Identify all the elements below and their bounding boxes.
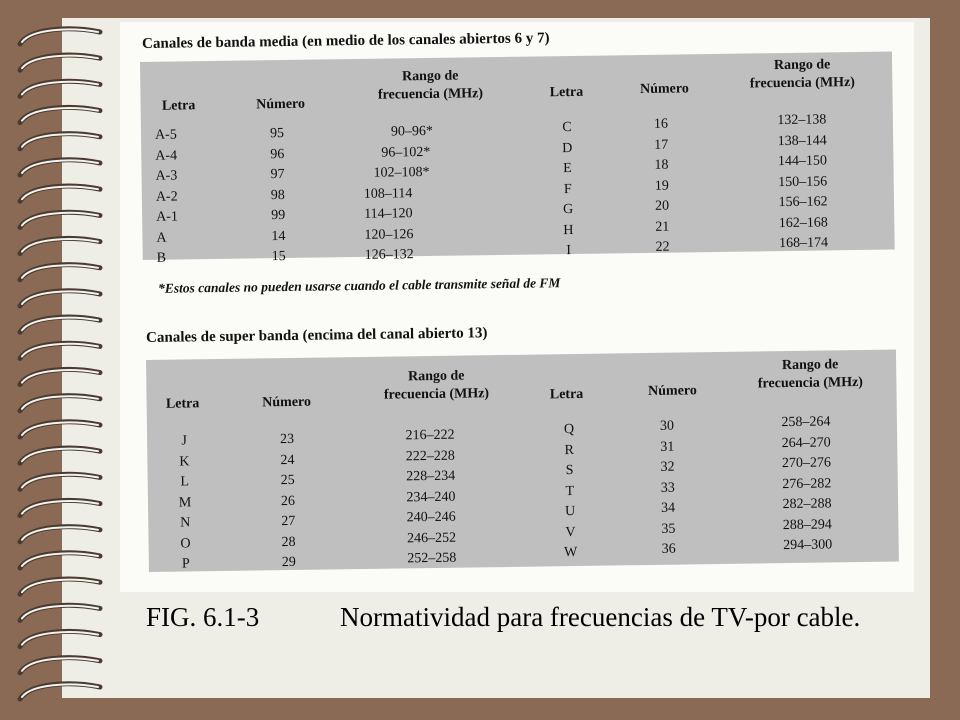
section2-title: Canales de super banda (encima del canal abierto 13) bbox=[146, 325, 488, 346]
s1-header-rango-left: Rango de frecuencia (MHz) bbox=[377, 68, 484, 103]
figure-caption-text: Normatividad para frecuencias de TV-por cable. bbox=[340, 602, 861, 632]
scanned-page bbox=[120, 22, 914, 592]
s1-rango-right-column: 132–138 138–144 144–150 150–156 156–162 162–168 168–174 bbox=[777, 112, 829, 252]
spiral-binding bbox=[0, 0, 120, 720]
s1-header-letra-left: Letra bbox=[161, 98, 196, 114]
s2-header-rango-right: Rango de frecuencia (MHz) bbox=[757, 357, 864, 392]
s1-header-rango-right: Rango de frecuencia (MHz) bbox=[749, 57, 856, 92]
s2-numero-left-column: 23 24 25 26 27 28 29 bbox=[280, 431, 296, 571]
s2-header-numero-left: Número bbox=[262, 394, 312, 411]
s1-header-numero-left: Número bbox=[256, 96, 306, 113]
s2-header-letra-right: Letra bbox=[549, 386, 584, 403]
s2-header-numero-right: Número bbox=[648, 383, 697, 399]
section1-table bbox=[140, 52, 895, 266]
s2-letra-left-column: J K L M N O P bbox=[178, 433, 192, 572]
s2-numero-right-column: 30 31 32 33 34 35 36 bbox=[659, 418, 676, 557]
s2-rango-left-column: 216–222 222–228 228–234 234–240 240–246 246–252 252–258 bbox=[405, 427, 457, 567]
section2-table bbox=[146, 350, 899, 572]
s1-numero-left-column: 95 96 97 98 99 14 15 bbox=[269, 125, 286, 265]
section1-footnote: *Estos canales no pueden usarse cuando el cable transmite señal de FM bbox=[157, 275, 561, 296]
s1-letra-left-column: A-5 A-4 A-3 A-2 A-1 A B bbox=[154, 127, 179, 266]
s2-letra-right-column: Q R S T U V W bbox=[563, 422, 578, 561]
s2-rango-right-column: 258–264 264–270 270–276 276–282 282–288 288–294 294–300 bbox=[781, 414, 833, 554]
s1-header-letra-right: Letra bbox=[549, 84, 584, 101]
s1-header-numero-right: Número bbox=[639, 81, 689, 98]
s1-letra-right-column: C D E F G H I bbox=[562, 119, 574, 259]
s1-numero-right-column: 16 17 18 19 20 21 22 bbox=[653, 116, 670, 255]
s2-header-letra-left: Letra bbox=[165, 396, 200, 412]
section1-title: Canales de banda media (en medio de los canales abiertos 6 y 7) bbox=[142, 30, 550, 52]
s2-header-rango-left: Rango de frecuencia (MHz) bbox=[383, 368, 490, 403]
s1-rango-left-column: 90–96* 96–102* 102–108* 108–114 114–120 120–126 126–132 bbox=[363, 123, 434, 263]
figure-number: FIG. 6.1-3 bbox=[146, 602, 260, 632]
